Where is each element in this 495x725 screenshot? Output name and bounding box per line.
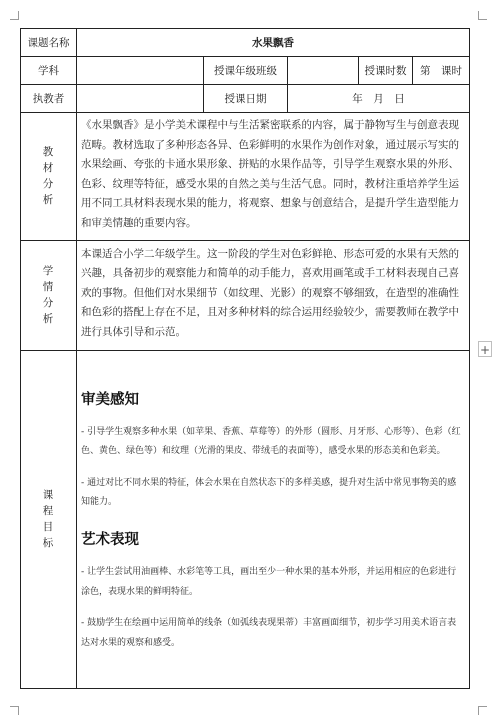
row-subject bbox=[21, 57, 470, 85]
course-name-value[interactable]: 水果飘香 bbox=[77, 29, 470, 57]
row-textbook-analysis bbox=[21, 113, 470, 241]
goal-item: - 通过对比不同水果的特征，体会水果在自然状态下的多样美感，提升对生活中常见事物美的感知能力。 bbox=[81, 477, 457, 508]
label-char: 课 bbox=[42, 489, 55, 502]
subject-label: 学科 bbox=[21, 57, 77, 85]
goal-item: - 引导学生观察多种水果（如苹果、香蕉、草莓等）的外形（圆形、月牙形、心形等）、色彩（红色、黄色、绿色等）和纹理（光滑的果皮、带绒毛的表面等），感受水果的形态美和色彩美。 bbox=[81, 426, 461, 457]
textbook-analysis-label bbox=[21, 113, 77, 241]
label-char: 材 bbox=[42, 162, 55, 175]
label-char: 析 bbox=[42, 313, 55, 326]
hours-value[interactable]: 第 课时 bbox=[413, 57, 470, 85]
row-student-analysis bbox=[21, 240, 470, 350]
textbook-analysis-text[interactable]: 《水果飘香》是小学美术课程中与生活紧密联系的内容，属于静物写生与创意表现范畴。教材选取了多种形态各异、色彩鲜明的水果作为创作对象，通过展示写实的水果绘画、夸张的卡通水果形象、拼贴的水果作品等，引导学生观察水果的外形、色彩、纹理等特征，感受水果的自然之美与生活气息。同时，教材注重培养学生运用不同工具材料表现水果的能力，将观察、想象与创意结合，是提升学生造型能力和审美情趣的重要内容。 bbox=[77, 113, 470, 241]
student-analysis-label bbox=[21, 240, 77, 350]
course-name-label: 课题名称 bbox=[21, 29, 77, 57]
label-char: 标 bbox=[42, 537, 55, 550]
label-char: 分 bbox=[42, 178, 55, 191]
course-goals-content[interactable] bbox=[77, 350, 470, 688]
lesson-plan-table bbox=[20, 28, 470, 689]
goal-item: - 鼓励学生在绘画中运用简单的线条（如弧线表现果蒂）丰富画面细节，初步学习用美术语言表达对水果的观察和感受。 bbox=[81, 618, 457, 648]
label-char: 情 bbox=[42, 281, 55, 294]
add-row-button[interactable]: + bbox=[479, 343, 491, 357]
teacher-label: 执教者 bbox=[21, 85, 77, 113]
label-char: 教 bbox=[42, 146, 55, 159]
label-char: 程 bbox=[42, 505, 55, 518]
label-char: 析 bbox=[42, 194, 55, 207]
grade-value[interactable] bbox=[288, 57, 359, 85]
subject-value[interactable] bbox=[77, 57, 204, 85]
teacher-value[interactable] bbox=[77, 85, 204, 113]
course-goals-label bbox=[21, 350, 77, 688]
goal-item: - 让学生尝试用油画棒、水彩笔等工具，画出至少一种水果的基本外形，并运用相应的色彩进行涂色，表现水果的鲜明特征。 bbox=[81, 567, 457, 597]
label-char: 目 bbox=[42, 521, 55, 534]
crop-mark-top-left bbox=[10, 11, 19, 20]
date-label: 授课日期 bbox=[204, 85, 288, 113]
crop-mark-bottom-right bbox=[478, 706, 487, 715]
row-course-goals bbox=[21, 350, 470, 688]
crop-mark-bottom-left bbox=[10, 706, 19, 715]
date-value[interactable]: 年 月 日 bbox=[288, 85, 470, 113]
row-teacher bbox=[21, 85, 470, 113]
student-analysis-text[interactable]: 本课适合小学二年级学生。这一阶段的学生对色彩鲜艳、形态可爱的水果有天然的兴趣，具备初步的观察能力和简单的动手能力，喜欢用画笔或手工材料表现自己喜欢的事物。但他们对水果细节（如纹理、光影）的观察不够细致，在造型的准确性和色彩的搭配上存在不足，且对多种材料的综合运用经验较少，需要教师在教学中进行具体引导和示范。 bbox=[77, 240, 470, 350]
goal-heading-aesthetic: 审美感知 bbox=[81, 391, 139, 408]
grade-label: 授课年级班级 bbox=[204, 57, 288, 85]
label-char: 学 bbox=[42, 265, 55, 278]
goal-heading-artistic: 艺术表现 bbox=[81, 532, 139, 549]
hours-label: 授课时数 bbox=[359, 57, 413, 85]
row-course-name bbox=[21, 29, 470, 57]
label-char: 分 bbox=[42, 297, 55, 310]
crop-mark-top-right bbox=[478, 11, 487, 20]
